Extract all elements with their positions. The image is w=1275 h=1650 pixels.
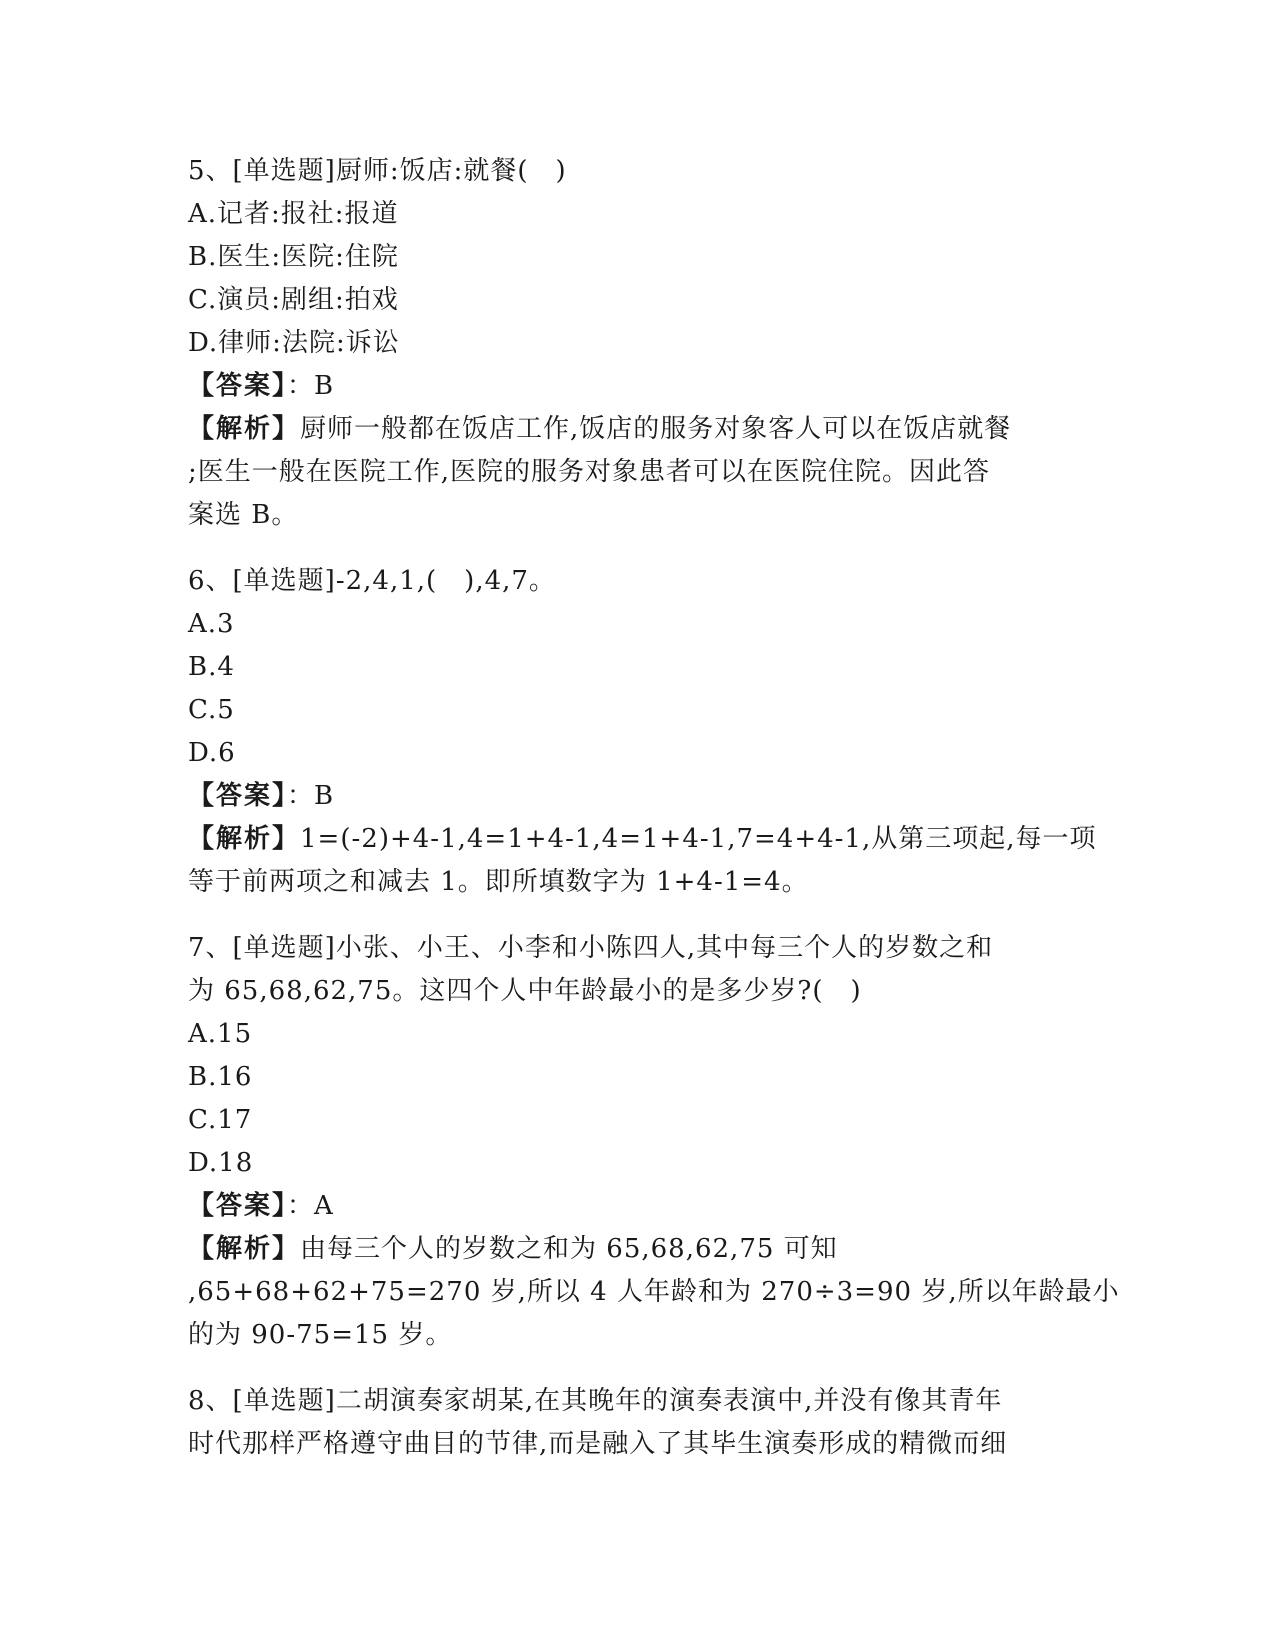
option-d: D.律师:法院:诉讼 (188, 328, 400, 358)
option-c: C.17 (188, 1105, 253, 1135)
question-stem: 7、[单选题]小张、小王、小李和小陈四人,其中每三个人的岁数之和 (188, 933, 994, 963)
analysis-text: 案选 B。 (188, 500, 299, 530)
answer-value: ：B (287, 781, 335, 811)
answer-value: ：A (287, 1191, 334, 1221)
analysis-label: 【解析】 (188, 824, 301, 854)
analysis-text: 的为 90-75=15 岁。 (188, 1320, 453, 1350)
analysis-text: 1=(-2)+4-1,4=1+4-1,4=1+4-1,7=4+4-1,从第三项起,每一项 (300, 824, 1097, 854)
answer-label: 【答案】 (188, 1191, 288, 1221)
question-stem: 5、[单选题]厨师:饭店:就餐( ) (188, 156, 567, 186)
answer-value: ：B (287, 371, 335, 401)
answer-line (188, 1185, 1088, 1228)
question-stem: 为 65,68,62,75。这四个人中年龄最小的是多少岁?( ) (188, 976, 862, 1006)
question-stem: 6、[单选题]-2,4,1,( ),4,7。 (188, 566, 556, 596)
option-c: C.5 (188, 695, 235, 725)
option-b: B.4 (188, 652, 235, 682)
option-a: A.15 (188, 1019, 253, 1049)
document-page (188, 150, 1120, 1466)
question-stem: 8、[单选题]二胡演奏家胡某,在其晚年的演奏表演中,并没有像其青年 (188, 1386, 1003, 1416)
option-d: D.18 (188, 1148, 254, 1178)
question-5 (188, 150, 1088, 537)
analysis-text: 厨师一般都在饭店工作,饭店的服务对象客人可以在饭店就餐 (300, 414, 1012, 444)
question-stem: 时代那样严格遵守曲目的节律,而是融入了其毕生演奏形成的精微而细 (188, 1429, 1008, 1459)
answer-line (188, 365, 1088, 408)
option-a: A.记者:报社:报道 (188, 199, 399, 229)
question-7 (188, 927, 1120, 1357)
analysis-label: 【解析】 (188, 1234, 301, 1264)
analysis-line (188, 818, 1097, 861)
analysis-text: 等于前两项之和减去 1。即所填数字为 1+4-1=4。 (188, 867, 809, 897)
option-d: D.6 (188, 738, 236, 768)
option-c: C.演员:剧组:拍戏 (188, 285, 399, 315)
option-b: B.医生:医院:住院 (188, 242, 399, 272)
answer-label: 【答案】 (188, 371, 288, 401)
question-6 (188, 560, 1097, 904)
option-a: A.3 (188, 609, 235, 639)
analysis-line (188, 1228, 1088, 1271)
analysis-line (188, 408, 1088, 451)
analysis-text: ;医生一般在医院工作,医院的服务对象患者可以在医院住院。因此答 (188, 457, 991, 487)
analysis-text: 由每三个人的岁数之和为 65,68,62,75 可知 (300, 1234, 838, 1264)
option-b: B.16 (188, 1062, 253, 1092)
question-8 (188, 1380, 1088, 1466)
answer-label: 【答案】 (188, 781, 288, 811)
analysis-label: 【解析】 (188, 414, 301, 444)
analysis-text: ,65+68+62+75=270 岁,所以 4 人年龄和为 270÷3=90 岁,所以年龄最小 (188, 1277, 1120, 1307)
answer-line (188, 775, 1088, 818)
